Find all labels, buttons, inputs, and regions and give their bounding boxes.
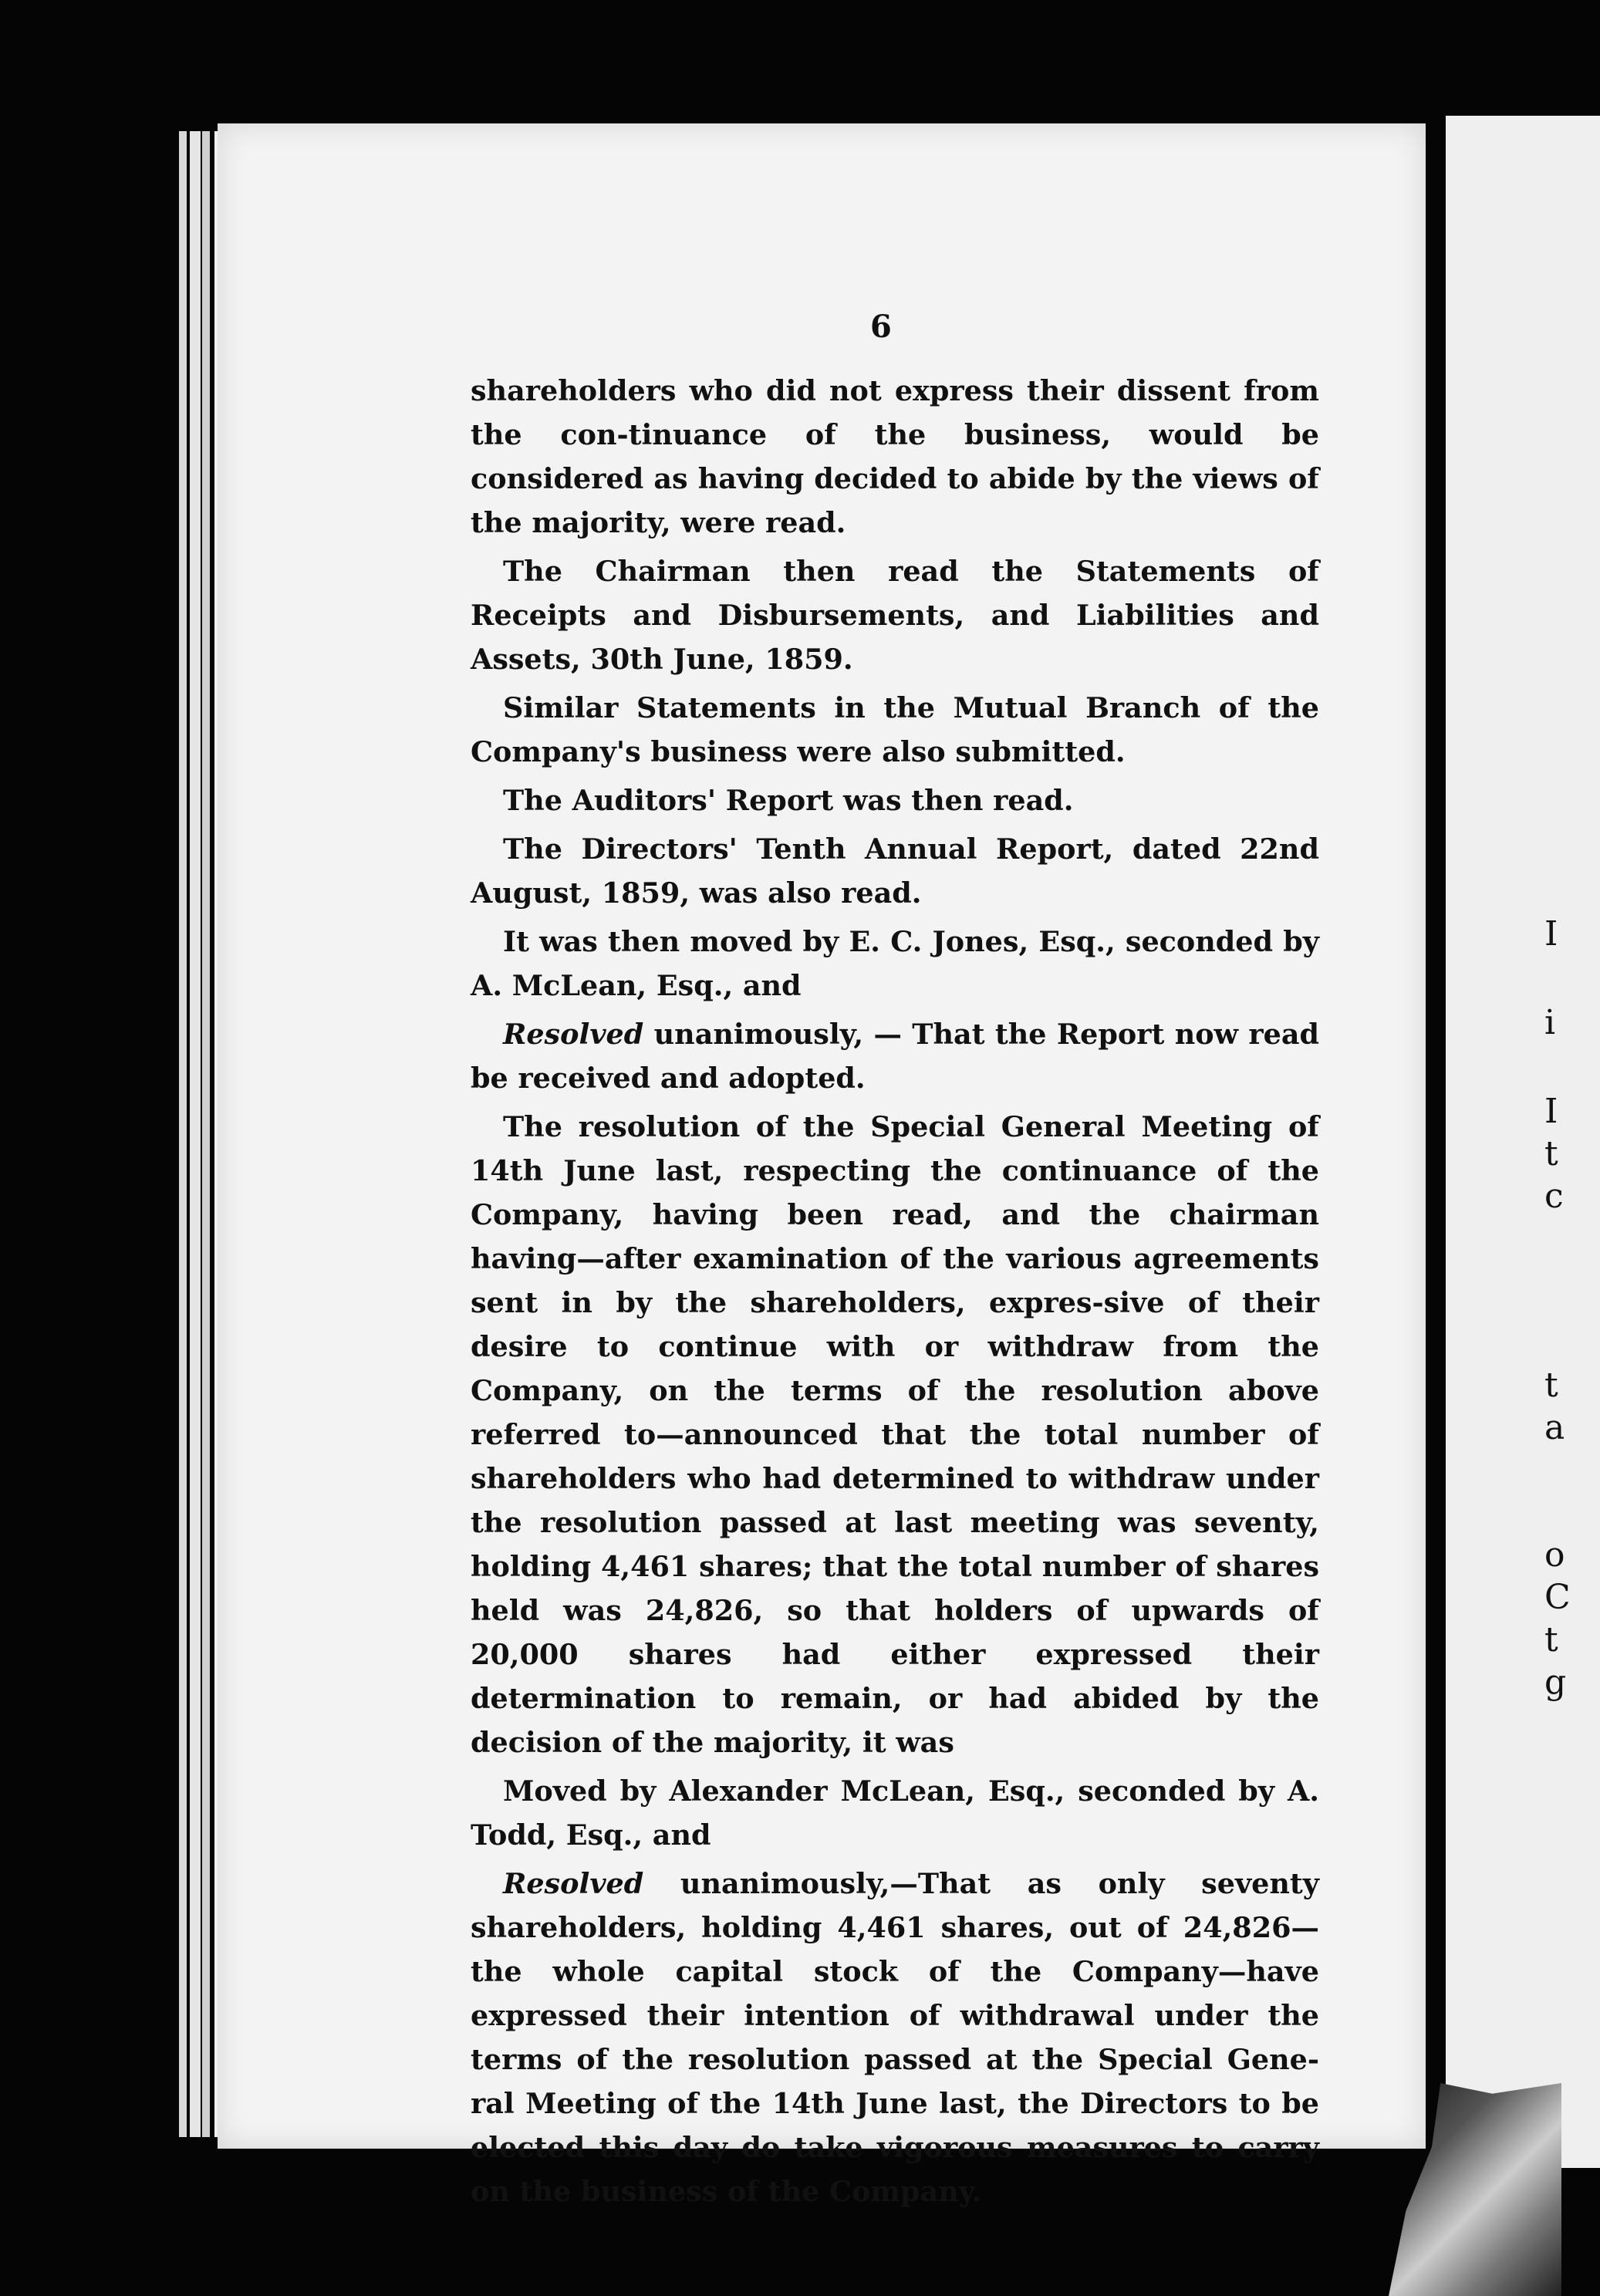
paragraph: The Auditors' Report was then read.: [503, 784, 1074, 817]
facing-page-edge: [1446, 116, 1600, 2168]
paragraph: The Chairman then read the Statements of Receipts and Disbursements, and Liabilities and Assets, 30th June, 1859.: [471, 555, 1319, 676]
paragraph: Similar Statements in the Mutual Branch of the Company's business were also submitted.: [471, 691, 1319, 768]
paragraph: The Directors' Tenth Annual Report, dated 22nd August, 1859, was also read.: [471, 832, 1319, 910]
facing-page-glyph: i: [1544, 1003, 1556, 1042]
resolved-lead: Resolved: [503, 1018, 644, 1051]
book-binding-edge: [202, 131, 210, 2137]
facing-page-glyph: c: [1544, 1177, 1564, 1216]
paragraph: Resolved unanimously,—That as only seventy shareholders, holding 4,461 shares, out of 24,826—the whole capital stock of the Company—have expressed their intention of withdrawal under the terms of the resolution passed at the Special Gene-ral Meeting of the 14th June last, the Directors to be elected this day do take vigorous measures to carry on the business of the Company.: [471, 1867, 1319, 2208]
facing-page-glyph: t: [1544, 1366, 1558, 1405]
book-binding-edge: [179, 131, 187, 2137]
paragraph: shareholders who did not express their dissent from the con-tinuance of the business, would be considered as having decided to abide by the views of the majority, were read.: [471, 374, 1319, 539]
paragraph: Moved by Alexander McLean, Esq., seconded by A. Todd, Esq., and: [471, 1774, 1319, 1852]
facing-page-glyph: t: [1544, 1620, 1558, 1660]
paragraph: It was then moved by E. C. Jones, Esq., seconded by A. McLean, Esq., and: [471, 925, 1319, 1002]
book-binding-edge: [190, 131, 201, 2137]
facing-page-glyph: o: [1544, 1535, 1565, 1575]
page-number: 6: [870, 309, 892, 345]
resolved-lead: Resolved: [503, 1867, 644, 1900]
facing-page-glyph: C: [1544, 1578, 1571, 1617]
paragraph: Resolved unanimously, — That the Report now read be received and adopted.: [471, 1018, 1319, 1095]
facing-page-glyph: g: [1544, 1663, 1567, 1702]
facing-page-glyph: I: [1544, 914, 1558, 954]
facing-page-glyph: a: [1544, 1408, 1565, 1447]
document-body: [471, 369, 1319, 2218]
paragraph: The resolution of the Special General Meeting of 14th June last, respecting the continuance of the Company, having been read, and the chairman having—after examination of the various agreements sent in by the shareholders, expres-sive of their desire to continue with or withdraw from the Company, on the terms of the resolution above referred to—announced that the total number of shareholders who had determined to withdraw under the resolution passed at last meeting was seventy, holding 4,461 shares; that the total number of shares held was 24,826, so that holders of upwards of 20,000 shares had either expressed their determination to remain, or had abided by the decision of the majority, it was: [471, 1110, 1319, 1759]
facing-page-glyph: t: [1544, 1134, 1558, 1173]
facing-page-glyph: I: [1544, 1092, 1558, 1131]
